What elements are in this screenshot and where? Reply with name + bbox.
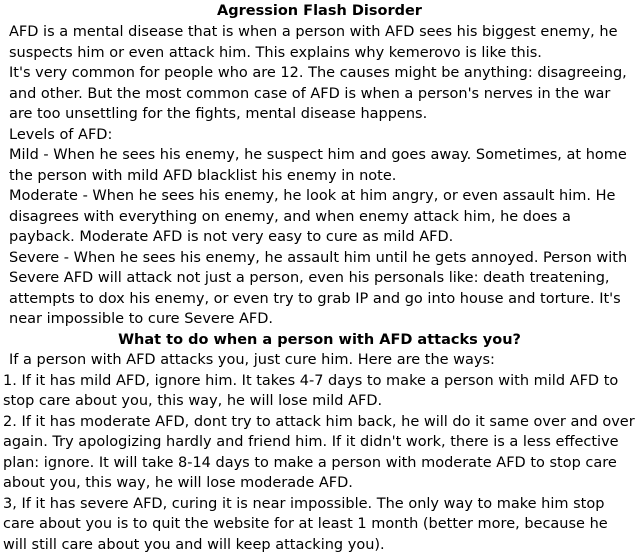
document-title: Agression Flash Disorder <box>217 3 422 19</box>
paragraph-level-mild: Mild - When he sees his enemy, he suspect him and goes away. Sometimes, at home the person with mild AFD blacklist his enemy in note. <box>9 147 627 184</box>
list-item-step-1: 1. If it has mild AFD, ignore him. It takes 4-7 days to make a person with mild AFD to stop care about you, this way, he will lose mild AFD. <box>3 372 619 409</box>
paragraph-intro: If a person with AFD attacks you, just cure him. Here are the ways: <box>9 352 495 368</box>
list-item-step-3: 3, If it has severe AFD, curing it is near impossible. The only way to make him stop care about you is to quit the website for at least 1 month (better more, because he will still care about you and will keep attacking you). <box>3 495 608 553</box>
paragraph-level-moderate: Moderate - When he sees his enemy, he look at him angry, or even assault him. He disagrees with everything on enemy, and when enemy attack him, he does a payback. Moderate AFD is not very easy to cure as mild AFD. <box>9 188 616 245</box>
section-subtitle: What to do when a person with AFD attacks you? <box>118 331 521 348</box>
list-item-step-2: 2. If it has moderate AFD, dont try to attack him back, he will do it same over and over again. Try apologizing hardly and friend him. If it didn't work, there is a less effective plan: ignore. It will take 8-14 days to make a person with moderate AFD to stop care about you, this way, he will lose moderade AFD. <box>3 413 635 491</box>
paragraph-level-severe: Severe - When he sees his enemy, he assault him until he gets annoyed. Person with Severe AFD will attack not just a person, even his personals like: death treatening, attempts to dox his enemy, or even try to grab IP and go into house and torture. It's near impossible to cure Severe AFD. <box>9 249 628 327</box>
paragraph-causes: It's very common for people who are 12. The causes might be anything: disagreeing, and other. But the most common case of AFD is when a person's nerves in the war are too unsettling for the fights, mental disease happens. <box>9 65 627 122</box>
paragraph-definition: AFD is a mental disease that is when a person with AFD sees his biggest enemy, he suspects him or even attack him. This explains why kemerovo is like this. <box>9 24 618 61</box>
paragraph-levels-heading: Levels of AFD: <box>9 126 113 143</box>
